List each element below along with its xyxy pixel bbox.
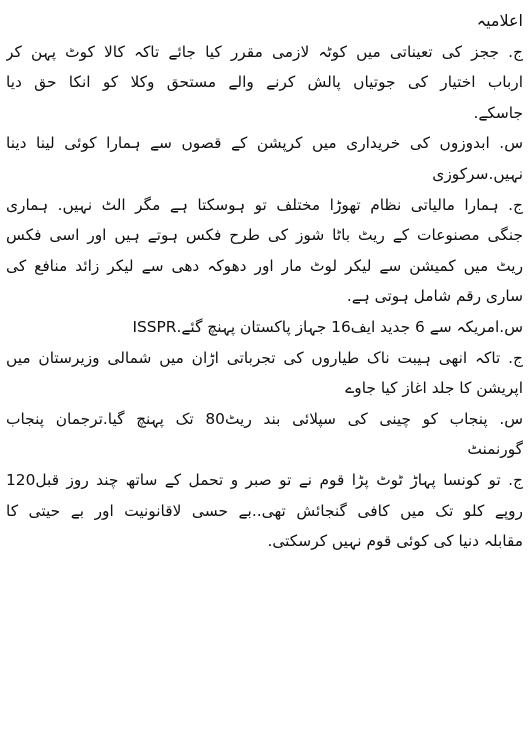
text-line: گورنمنٹ [467, 440, 523, 459]
text-line: نہیں.سرکوزی [432, 164, 523, 183]
text-line: جاسکے. [473, 103, 523, 122]
text-line: ج. تو کونسا پہاڑ ٹوٹ پڑا قوم نے تو صبر و تحمل کے ساتھ چند روز قبل120 [6, 470, 523, 489]
text-line: روپے کلو تک میں کافی گنجائش تھی..بے حسی لاقانونیت اور بے حیتی کا [6, 501, 523, 520]
text-line: س.امریکہ سے 6 جدید ایف16 جہاز پاکستان پہنچ گئے.ISSPR [132, 317, 523, 336]
text-line: اپریشن کا جلد اغاز کیا جاوے [345, 379, 523, 398]
text-line: ج. ہمارا مالیاتی نظام تھوڑا مختلف تو ہوسکتا ہے مگر الٹ نہیں. ہماری [6, 195, 523, 214]
text-line: ساری رقم شامل ہوتی ہے. [346, 287, 523, 306]
text-line: جنگی مصنوعات کے ریٹ باٹا شوز کی طرح فکس ہوتے ہیں اور اسی فکس [6, 226, 523, 245]
text-line: ج. ججز کی تعیناتی میں کوٹہ لازمی مقرر کیا جائے تاکہ کالا کوٹ پہن کر [6, 42, 523, 61]
text-line: س. پنجاب کو چینی کی سپلائی بند ریٹ80 تک پہنچ گیا.ترجمان پنجاب [6, 409, 523, 428]
text-line: مقابلہ دنیا کی کوئی قوم نہیں کرسکتی. [267, 532, 523, 551]
document-title: اعلامیہ [476, 11, 523, 30]
text-line: ج. تاکہ انھی ہیبت ناک طیاروں کی تجرباتی اڑان میں شمالی وزیرستان میں [6, 348, 523, 367]
text-line: ریٹ میں کمیشن سے لیکر لوٹ مار اور دھوکہ دھی سے لیکر زائد منافع کی [6, 256, 523, 275]
text-line: ارباب اختیار کی جوتیاں پالش کرنے والے مستحق وکلا کو انکا حق دیا [6, 73, 523, 92]
text-line: س. ابدوزوں کی خریداری میں کرپشن کے قصوں سے ہمارا کوئی لینا دینا [6, 134, 523, 153]
